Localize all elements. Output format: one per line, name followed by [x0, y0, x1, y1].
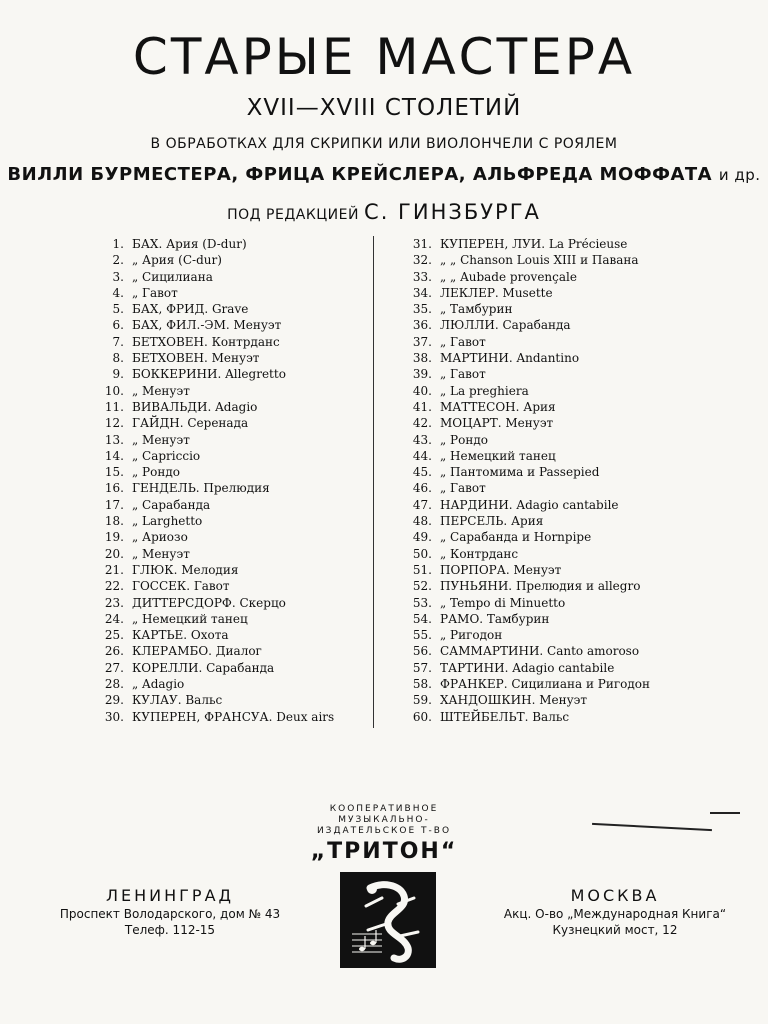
list-item	[92, 692, 432, 708]
item-title: КУЛАУ. Вальс	[132, 693, 223, 708]
list-item	[400, 317, 740, 333]
item-title: „ La preghiera	[440, 383, 529, 398]
list-item	[92, 285, 432, 301]
list-item	[400, 269, 740, 285]
list-item	[92, 660, 432, 676]
moscow-street: Кузнецкий мост, 12	[552, 923, 678, 937]
item-title: „ Сарабанда	[132, 497, 211, 512]
item-title: ШТЕЙБЕЛЬТ. Вальс	[440, 709, 570, 724]
list-item	[92, 464, 432, 480]
item-title: „ „ Aubade provençale	[440, 269, 577, 284]
item-title: КЛЕРАМБО. Диалог	[132, 644, 262, 659]
item-number: 10.	[104, 383, 124, 398]
list-item	[400, 285, 740, 301]
list-item	[400, 497, 740, 513]
item-number: 45.	[412, 465, 432, 480]
item-number: 34.	[412, 285, 432, 300]
item-title: ХАНДОШКИН. Менуэт	[440, 693, 588, 708]
editor-label: ПОД РЕДАКЦИЕЙ	[227, 207, 359, 223]
item-title: БАХ, ФИЛ.-ЭМ. Менуэт	[132, 318, 282, 333]
list-item	[400, 546, 740, 562]
item-number: 31.	[412, 237, 432, 251]
item-number: 39.	[412, 367, 432, 382]
item-title: „ Гавот	[440, 334, 486, 349]
list-item	[400, 562, 740, 578]
list-item	[92, 334, 432, 350]
moscow-company: Акц. О-во „Международная Книга“	[503, 907, 727, 921]
item-number: 33.	[412, 269, 432, 284]
item-number: 32.	[412, 253, 432, 268]
item-number: 29.	[104, 693, 124, 708]
list-item	[92, 627, 432, 643]
item-number: 16.	[104, 481, 124, 496]
item-title: БЕТХОВЕН. Менуэт	[132, 351, 260, 366]
item-number: 1.	[112, 237, 124, 251]
publisher-line-2: МУЗЫКАЛЬНО-	[338, 815, 430, 825]
item-number: 12.	[104, 416, 124, 431]
list-item	[92, 480, 432, 496]
list-item	[92, 709, 432, 725]
item-title: КАРТЬЕ. Охота	[132, 628, 229, 643]
item-title: НАРДИНИ. Adagio cantabile	[440, 497, 619, 512]
item-number: 18.	[104, 514, 124, 529]
item-number: 5.	[112, 302, 124, 317]
item-number: 49.	[412, 530, 432, 545]
list-item	[400, 432, 740, 448]
item-title: РАМО. Тамбурин	[440, 611, 550, 626]
item-title: „ Larghetto	[132, 514, 203, 529]
item-number: 17.	[104, 497, 124, 512]
item-title: БАХ. Ария (D-dur)	[132, 237, 247, 251]
item-title: „ Ария (C-dur)	[132, 253, 222, 268]
item-title: ГЛЮК. Мелодия	[132, 562, 239, 577]
item-number: 60.	[412, 709, 432, 724]
list-item	[92, 350, 432, 366]
item-title: БАХ, ФРИД. Grave	[132, 302, 249, 317]
item-title: ГАЙДН. Серенада	[132, 416, 249, 431]
item-title: ВИВАЛЬДИ. Adagio	[132, 399, 258, 414]
main-title: СТАРЫЕ МАСТЕРА	[132, 28, 636, 86]
item-number: 55.	[412, 628, 432, 643]
list-item	[400, 236, 740, 252]
publisher-line-3: ИЗДАТЕЛЬСКОЕ Т-ВО	[316, 826, 452, 836]
list-item	[92, 578, 432, 594]
subtitle: XVII—XVIII СТОЛЕТИЙ	[246, 95, 522, 121]
item-title: „ Менуэт	[132, 432, 190, 447]
item-title: „ Немецкий танец	[440, 448, 556, 463]
piece-list-right	[400, 236, 740, 725]
item-title: ГЕНДЕЛЬ. Прелюдия	[132, 481, 270, 496]
list-item	[92, 399, 432, 415]
list-item	[400, 692, 740, 708]
list-item	[400, 578, 740, 594]
list-item	[400, 513, 740, 529]
list-item	[92, 497, 432, 513]
editor-line	[0, 200, 768, 224]
item-number: 14.	[104, 448, 124, 463]
item-title: ПОРПОРА. Менуэт	[440, 562, 562, 577]
item-title: ПЕРСЕЛЬ. Ария	[440, 514, 544, 529]
list-item	[400, 366, 740, 382]
item-title: „ Рондо	[440, 432, 488, 447]
list-item	[92, 562, 432, 578]
item-title: БОККЕРИНИ. Allegretto	[132, 367, 286, 382]
list-item	[400, 252, 740, 268]
item-number: 41.	[412, 399, 432, 414]
item-number: 11.	[104, 399, 124, 414]
item-title: „ Менуэт	[132, 383, 190, 398]
item-number: 15.	[104, 465, 124, 480]
list-item	[92, 236, 432, 252]
publisher-name: „ТРИТОН“	[310, 839, 458, 864]
piece-list-left	[92, 236, 432, 725]
item-title: ФРАНКЕР. Сицилиана и Ригодон	[440, 677, 650, 692]
item-number: 30.	[104, 709, 124, 724]
list-item	[400, 383, 740, 399]
item-number: 42.	[412, 416, 432, 431]
item-title: „ Tempo di Minuetto	[440, 595, 566, 610]
item-title: „ Capriccio	[132, 448, 201, 463]
item-number: 21.	[104, 562, 124, 577]
item-number: 35.	[412, 302, 432, 317]
item-number: 51.	[412, 562, 432, 577]
item-title: „ Ариозо	[132, 530, 188, 545]
publisher-line-1: КООПЕРАТИВНОЕ	[329, 804, 439, 814]
list-item	[400, 448, 740, 464]
item-number: 44.	[412, 448, 432, 463]
item-title: ДИТТЕРСДОРФ. Скерцо	[132, 595, 286, 610]
item-number: 38.	[412, 351, 432, 366]
list-item	[400, 627, 740, 643]
item-number: 27.	[104, 660, 124, 675]
item-number: 43.	[412, 432, 432, 447]
item-title: „ Тамбурин	[440, 302, 513, 317]
triton-lizard-logo-icon	[340, 872, 436, 968]
list-item	[400, 660, 740, 676]
leningrad-street: Проспект Володарского, дом № 43	[59, 907, 281, 921]
item-number: 4.	[112, 285, 124, 300]
list-item	[92, 317, 432, 333]
item-title: „ Пантомима и Passepied	[440, 465, 600, 480]
arrangers-suffix: и др.	[718, 166, 761, 184]
list-item	[92, 643, 432, 659]
item-number: 47.	[412, 497, 432, 512]
item-number: 25.	[104, 628, 124, 643]
pen-stroke-mark-short	[710, 812, 740, 814]
list-item	[92, 432, 432, 448]
item-number: 19.	[104, 530, 124, 545]
list-item	[400, 301, 740, 317]
item-title: „ Менуэт	[132, 546, 190, 561]
item-title: КОРЕЛЛИ. Сарабанда	[132, 660, 275, 675]
item-number: 54.	[412, 611, 432, 626]
item-title: „ Гавот	[132, 285, 178, 300]
item-number: 7.	[112, 334, 124, 349]
item-number: 3.	[112, 269, 124, 284]
item-number: 36.	[412, 318, 432, 333]
list-item	[92, 546, 432, 562]
list-item	[400, 480, 740, 496]
item-number: 57.	[412, 660, 432, 675]
list-item	[92, 301, 432, 317]
list-item	[92, 448, 432, 464]
list-item	[400, 595, 740, 611]
list-item	[92, 383, 432, 399]
list-item	[92, 366, 432, 382]
item-title: ТАРТИНИ. Adagio cantabile	[440, 660, 615, 675]
list-item	[400, 464, 740, 480]
item-number: 13.	[104, 432, 124, 447]
item-title: ЛЕКЛЕР. Musette	[440, 285, 553, 300]
list-item	[400, 709, 740, 725]
item-number: 59.	[412, 693, 432, 708]
item-title: МОЦАРТ. Менуэт	[440, 416, 554, 431]
lizard-emblem-icon	[342, 874, 434, 966]
list-item	[92, 269, 432, 285]
list-item	[400, 334, 740, 350]
item-number: 40.	[412, 383, 432, 398]
item-number: 28.	[104, 677, 124, 692]
item-title: „ Гавот	[440, 367, 486, 382]
item-number: 46.	[412, 481, 432, 496]
item-title: „ „ Chanson Louis XIII и Павана	[440, 253, 639, 268]
list-item	[400, 676, 740, 692]
item-number: 8.	[112, 351, 124, 366]
item-title: МАТТЕСОН. Ария	[440, 399, 556, 414]
item-title: „ Сицилиана	[132, 269, 213, 284]
item-title: „ Adagio	[132, 677, 185, 692]
editor-name: С. ГИНЗБУРГА	[364, 200, 541, 224]
item-number: 23.	[104, 595, 124, 610]
item-title: „ Сарабанда и Hornpipe	[440, 530, 592, 545]
list-item	[400, 399, 740, 415]
leningrad-phone: Телеф. 112-15	[124, 923, 216, 937]
item-title: ГОССЕК. Гавот	[132, 579, 230, 594]
moscow-address	[465, 888, 765, 938]
column-divider	[373, 236, 374, 728]
moscow-city: МОСКВА	[570, 886, 660, 905]
item-number: 48.	[412, 514, 432, 529]
leningrad-address	[20, 888, 320, 938]
item-number: 9.	[112, 367, 124, 382]
item-title: „ Контрданс	[440, 546, 519, 561]
list-item	[92, 676, 432, 692]
arrangement-line: В ОБРАБОТКАХ ДЛЯ СКРИПКИ ИЛИ ВИОЛОНЧЕЛИ С РОЯЛЕМ	[150, 136, 618, 152]
item-title: МАРТИНИ. Andantino	[440, 351, 580, 366]
item-number: 24.	[104, 611, 124, 626]
item-title: ПУНЬЯНИ. Прелюдия и allegro	[440, 579, 641, 594]
item-title: „ Немецкий танец	[132, 611, 248, 626]
list-item	[400, 643, 740, 659]
item-title: БЕТХОВЕН. Контрданс	[132, 334, 280, 349]
item-number: 56.	[412, 644, 432, 659]
item-number: 2.	[112, 253, 124, 268]
item-number: 58.	[412, 677, 432, 692]
list-item	[400, 350, 740, 366]
item-number: 22.	[104, 579, 124, 594]
item-number: 20.	[104, 546, 124, 561]
list-item	[400, 611, 740, 627]
item-number: 26.	[104, 644, 124, 659]
item-title: „ Гавот	[440, 481, 486, 496]
list-item	[92, 415, 432, 431]
item-title: САММАРТИНИ. Canto amoroso	[440, 644, 640, 659]
item-title: КУПЕРЕН, ЛУИ. La Précieuse	[440, 237, 628, 251]
item-number: 52.	[412, 579, 432, 594]
list-item	[92, 611, 432, 627]
list-item	[92, 252, 432, 268]
list-item	[92, 529, 432, 545]
list-item	[400, 415, 740, 431]
leningrad-city: ЛЕНИНГРАД	[105, 886, 235, 905]
list-item	[400, 529, 740, 545]
item-title: „ Ригодон	[440, 628, 503, 643]
list-item	[92, 513, 432, 529]
publisher-block	[0, 804, 768, 864]
item-number: 50.	[412, 546, 432, 561]
item-number: 37.	[412, 334, 432, 349]
item-title: ЛЮЛЛИ. Сарабанда	[440, 318, 571, 333]
arrangers-names: ВИЛЛИ БУРМЕСТЕРА, ФРИЦА КРЕЙСЛЕРА, АЛЬФРЕДА МОФФАТА	[7, 164, 713, 185]
arrangers-line	[0, 164, 768, 185]
item-title: „ Рондо	[132, 465, 180, 480]
item-number: 6.	[112, 318, 124, 333]
list-item	[92, 595, 432, 611]
item-title: КУПЕРЕН, ФРАНСУА. Deux airs	[132, 709, 335, 724]
item-number: 53.	[412, 595, 432, 610]
